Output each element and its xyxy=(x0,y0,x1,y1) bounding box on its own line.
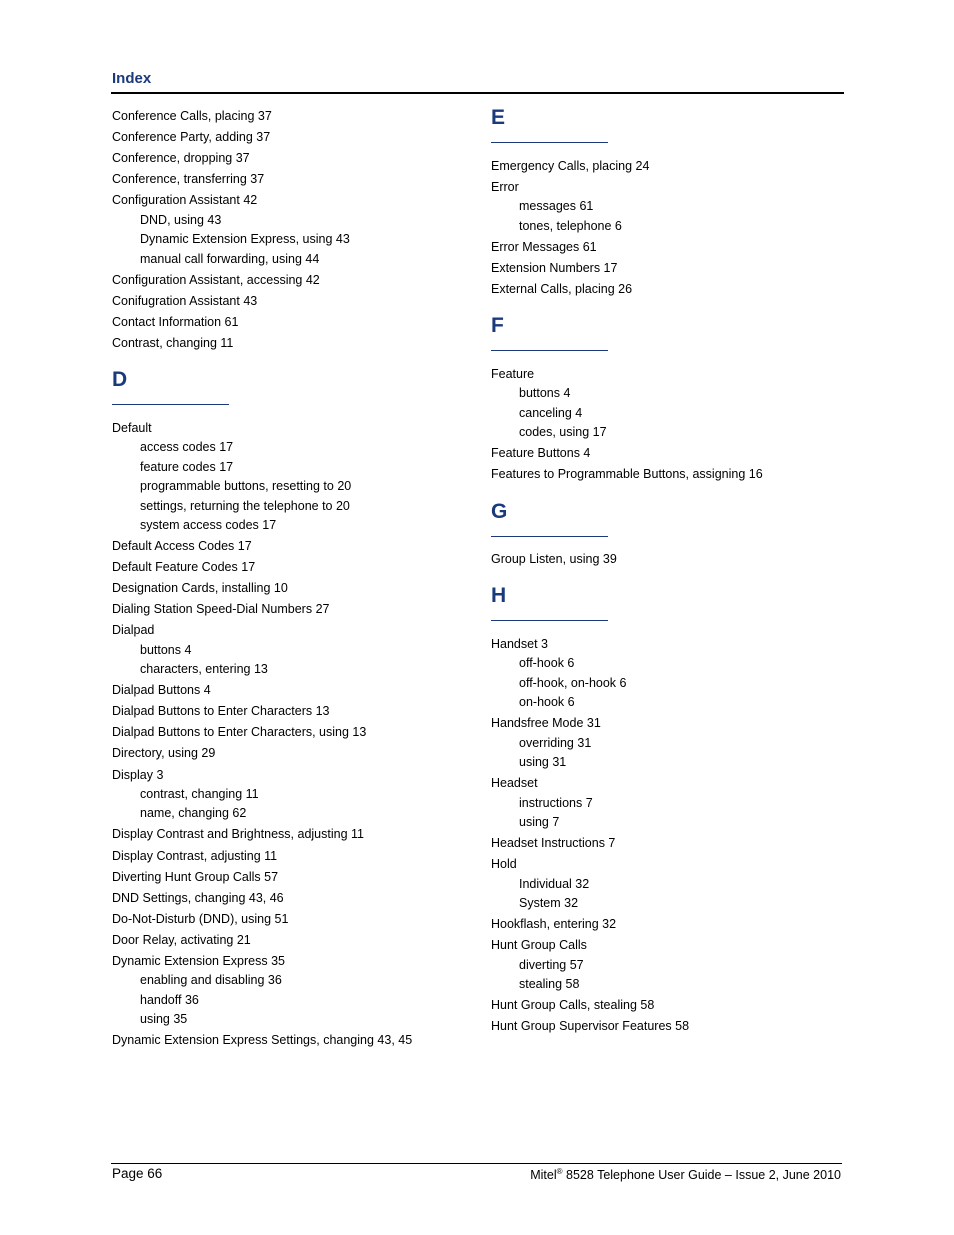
index-entry: Designation Cards, installing 10 xyxy=(112,581,288,595)
index-entry: Contrast, changing 11 xyxy=(112,336,234,350)
index-entry: access codes 17 xyxy=(140,440,234,454)
section-rule xyxy=(491,620,608,621)
index-entry: Dynamic Extension Express, using 43 xyxy=(140,232,350,246)
index-entry: Dynamic Extension Express Settings, changing 43, 45 xyxy=(112,1033,413,1047)
section-rule xyxy=(491,350,608,351)
index-entry: Diverting Hunt Group Calls 57 xyxy=(112,870,279,884)
index-entry: instructions 7 xyxy=(519,796,593,810)
index-entry: Hold xyxy=(491,857,517,871)
index-entry: canceling 4 xyxy=(519,406,583,420)
section-letter-heading: F xyxy=(491,314,504,337)
index-entry: manual call forwarding, using 44 xyxy=(140,252,320,266)
section-letter-heading: E xyxy=(491,106,506,129)
index-entry: Individual 32 xyxy=(519,877,590,891)
index-entry: system access codes 17 xyxy=(140,518,277,532)
section-letter-heading: G xyxy=(491,500,508,523)
index-entry: Display Contrast and Brightness, adjusting 11 xyxy=(112,827,364,841)
index-entry: Hunt Group Calls xyxy=(491,938,587,952)
index-entry: Configuration Assistant, accessing 42 xyxy=(112,273,320,287)
footer-registered-mark: ® xyxy=(556,1166,563,1176)
index-entry: Conference, dropping 37 xyxy=(112,151,250,165)
index-entry: DND, using 43 xyxy=(140,213,222,227)
index-entry: Default xyxy=(112,421,152,435)
index-entry: Error Messages 61 xyxy=(491,240,597,254)
index-entry: diverting 57 xyxy=(519,958,584,972)
index-entry: Conference Party, adding 37 xyxy=(112,130,271,144)
index-entry: stealing 58 xyxy=(519,977,580,991)
index-entry: Door Relay, activating 21 xyxy=(112,933,251,947)
index-entry: settings, returning the telephone to 20 xyxy=(140,499,350,513)
index-entry: off-hook, on-hook 6 xyxy=(519,676,627,690)
index-entry: Handsfree Mode 31 xyxy=(491,716,601,730)
header-rule xyxy=(111,92,844,94)
index-entry: Headset xyxy=(491,776,538,790)
index-entry: Default Feature Codes 17 xyxy=(112,560,256,574)
index-entry: Error xyxy=(491,180,519,194)
index-entry: Dialing Station Speed-Dial Numbers 27 xyxy=(112,602,330,616)
footer-rule xyxy=(111,1163,842,1164)
index-entry: Hookflash, entering 32 xyxy=(491,917,617,931)
index-entry: using 35 xyxy=(140,1012,188,1026)
index-entry: Conference, transferring 37 xyxy=(112,172,265,186)
index-entry: Dialpad Buttons to Enter Characters, using 13 xyxy=(112,725,367,739)
index-entry: Default Access Codes 17 xyxy=(112,539,252,553)
index-entry: characters, entering 13 xyxy=(140,662,268,676)
index-entry: contrast, changing 11 xyxy=(140,787,259,801)
index-entry: Hunt Group Supervisor Features 58 xyxy=(491,1019,690,1033)
index-entry: Display 3 xyxy=(112,768,164,782)
index-entry: using 7 xyxy=(519,815,560,829)
index-entry: Configuration Assistant 42 xyxy=(112,193,258,207)
index-entry: buttons 4 xyxy=(140,643,192,657)
page-header-title: Index xyxy=(112,70,152,87)
index-entry: Headset Instructions 7 xyxy=(491,836,616,850)
index-entry: tones, telephone 6 xyxy=(519,219,622,233)
section-letter-heading: D xyxy=(112,368,128,391)
index-entry: Hunt Group Calls, stealing 58 xyxy=(491,998,655,1012)
index-entry: Feature Buttons 4 xyxy=(491,446,591,460)
index-entry: using 31 xyxy=(519,755,567,769)
index-entry: Conifugration Assistant 43 xyxy=(112,294,258,308)
index-entry: Display Contrast, adjusting 11 xyxy=(112,849,278,863)
index-entry: buttons 4 xyxy=(519,386,571,400)
footer-brand: Mitel xyxy=(530,1168,557,1182)
index-entry: External Calls, placing 26 xyxy=(491,282,633,296)
index-entry: handoff 36 xyxy=(140,993,199,1007)
index-entry: Features to Programmable Buttons, assigning 16 xyxy=(491,467,763,481)
index-entry: Emergency Calls, placing 24 xyxy=(491,159,650,173)
index-entry: messages 61 xyxy=(519,199,594,213)
index-entry: on-hook 6 xyxy=(519,695,575,709)
index-entry: Conference Calls, placing 37 xyxy=(112,109,272,123)
index-entry: DND Settings, changing 43, 46 xyxy=(112,891,284,905)
footer-title-text: 8528 Telephone User Guide – Issue 2, June 2010 xyxy=(562,1168,841,1182)
index-entry: Dialpad Buttons to Enter Characters 13 xyxy=(112,704,330,718)
index-entry: Extension Numbers 17 xyxy=(491,261,618,275)
index-entry: name, changing 62 xyxy=(140,806,247,820)
index-entry: System 32 xyxy=(519,896,579,910)
index-entry: Contact Information 61 xyxy=(112,315,239,329)
index-entry: Dialpad xyxy=(112,623,155,637)
footer-page-number: Page 66 xyxy=(112,1166,163,1181)
section-letter-heading: H xyxy=(491,584,507,607)
section-rule xyxy=(491,536,608,537)
index-entry: Dialpad Buttons 4 xyxy=(112,683,211,697)
index-entry: enabling and disabling 36 xyxy=(140,973,282,987)
index-entry: Handset 3 xyxy=(491,637,548,651)
index-entry: overriding 31 xyxy=(519,736,592,750)
index-entry: off-hook 6 xyxy=(519,656,575,670)
index-entry: Do-Not-Disturb (DND), using 51 xyxy=(112,912,289,926)
index-entry: Feature xyxy=(491,367,535,381)
index-entry: programmable buttons, resetting to 20 xyxy=(140,479,352,493)
section-rule xyxy=(491,142,608,143)
footer-document-title xyxy=(530,1168,841,1182)
index-entry: codes, using 17 xyxy=(519,425,607,439)
index-entry: Dynamic Extension Express 35 xyxy=(112,954,285,968)
index-entry: Directory, using 29 xyxy=(112,746,216,760)
section-rule xyxy=(112,404,229,405)
index-entry: feature codes 17 xyxy=(140,460,234,474)
index-entry: Group Listen, using 39 xyxy=(491,552,617,566)
